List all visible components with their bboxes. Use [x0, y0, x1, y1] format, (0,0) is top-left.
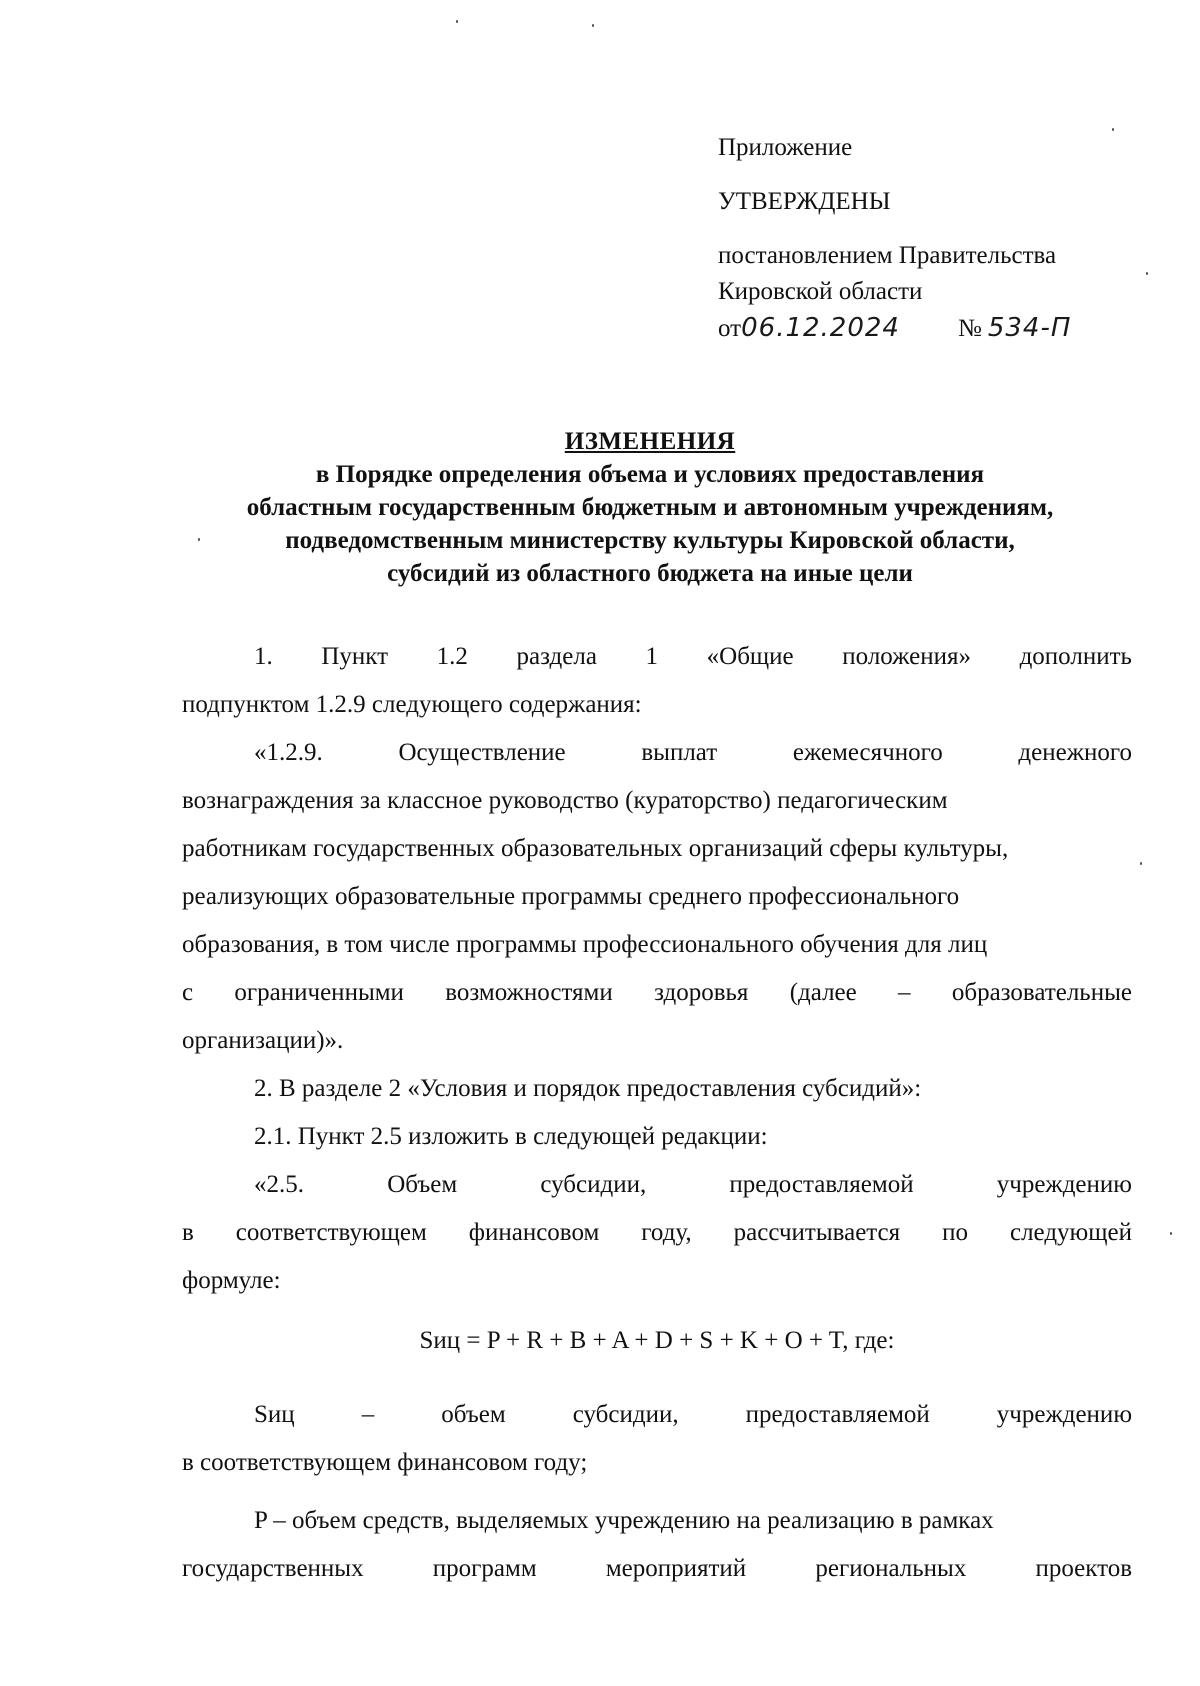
- quote-1-line-5: образования, в том числе программы профессионального обучения для лиц: [182, 931, 988, 958]
- paragraph-2-1: 2.1. Пункт 2.5 изложить в следующей редакции:: [254, 1123, 768, 1150]
- word: «1.2.9.: [254, 739, 323, 766]
- word: предоставляемой: [729, 1171, 914, 1198]
- page-title: ИЗМЕНЕНИЯ: [564, 428, 736, 455]
- word: 1: [645, 643, 659, 670]
- word: в: [182, 1219, 194, 1246]
- formula: Sиц = P + R + B + A + D + S + K + O + T, где:: [419, 1327, 895, 1354]
- word: государственных: [182, 1555, 364, 1582]
- quote-1-line-1: [182, 736, 1132, 770]
- word: –: [361, 1401, 375, 1428]
- quote-1-line-7: организации)».: [182, 1027, 344, 1054]
- scan-speck: [1146, 272, 1148, 275]
- quote-1-line-2: вознаграждения за классное руководство (кураторство) педагогическим: [182, 787, 948, 814]
- definition-2-line-2: [182, 1552, 1132, 1586]
- quote-2-line-3: формуле:: [182, 1267, 281, 1294]
- number-prefix: №: [957, 315, 982, 342]
- word: году,: [641, 1219, 692, 1246]
- word: объем: [441, 1401, 506, 1428]
- approved-label: УТВЕРЖДЕНЫ: [718, 188, 891, 215]
- word: (далее: [789, 979, 857, 1006]
- word: субсидии,: [572, 1401, 679, 1428]
- word: учреждению: [996, 1401, 1132, 1428]
- word: денежного: [1018, 739, 1132, 766]
- word: образовательные: [951, 979, 1132, 1006]
- word: выплат: [641, 739, 718, 766]
- definition-1-line-2: в соответствующем финансовом году;: [182, 1449, 588, 1476]
- word: Sиц: [254, 1401, 295, 1428]
- word: ежемесячного: [792, 739, 943, 766]
- word: возможностями: [445, 979, 613, 1006]
- handwritten-number: 534-П: [987, 313, 1072, 343]
- handwritten-date: 06.12.2024: [741, 313, 900, 343]
- scan-speck: [1170, 1232, 1172, 1235]
- word: 1.2: [436, 643, 468, 670]
- scan-speck: [592, 24, 594, 27]
- word: «Общие: [706, 643, 794, 670]
- word: раздела: [516, 643, 597, 670]
- word: мероприятий: [605, 1555, 747, 1582]
- approval-block: [718, 130, 1138, 347]
- word: региональных: [815, 1555, 967, 1582]
- quote-2-line-1: [182, 1168, 1132, 1202]
- word: программ: [432, 1555, 537, 1582]
- word: 1.: [254, 643, 273, 670]
- word: соответствующем: [235, 1219, 427, 1246]
- word: по: [942, 1219, 968, 1246]
- word: предоставляемой: [745, 1401, 930, 1428]
- decree-line-2: Кировской области: [718, 278, 923, 305]
- paragraph-1-line-2: подпунктом 1.2.9 следующего содержания:: [182, 691, 642, 718]
- word: «2.5.: [254, 1171, 304, 1198]
- word: ограниченными: [234, 979, 404, 1006]
- word: следующей: [1009, 1219, 1132, 1246]
- definition-1-line-1: [182, 1398, 1132, 1432]
- word: с: [182, 979, 194, 1006]
- quote-1-line-4: реализующих образовательные программы среднего профессионального: [182, 883, 960, 910]
- heading-line-3: подведомственным министерству культуры Кировской области,: [285, 527, 1015, 554]
- word: финансовом: [468, 1219, 600, 1246]
- date-prefix: от: [718, 315, 742, 342]
- scan-speck: [456, 20, 458, 23]
- word: рассчитывается: [733, 1219, 901, 1246]
- quote-1-line-6: [182, 976, 1132, 1010]
- definition-2-line-1: P – объем средств, выделяемых учреждению на реализацию в рамках: [254, 1507, 994, 1534]
- word: положения»: [842, 643, 971, 670]
- word: субсидии,: [540, 1171, 647, 1198]
- heading-line-4: субсидий из областного бюджета на иные цели: [387, 560, 913, 587]
- word: дополнить: [1019, 643, 1132, 670]
- decree-line-1: постановлением Правительства: [718, 242, 1057, 269]
- word: проектов: [1035, 1555, 1132, 1582]
- quote-2-line-2: [182, 1216, 1132, 1250]
- word: Осуществление: [398, 739, 566, 766]
- quote-1-line-3: работникам государственных образовательных организаций сферы культуры,: [182, 835, 1009, 862]
- word: –: [898, 979, 911, 1006]
- appendix-label: Приложение: [718, 134, 853, 161]
- paragraph-2: 2. В разделе 2 «Условия и порядок предоставления субсидий»:: [254, 1075, 922, 1102]
- document-heading: [150, 425, 1150, 590]
- decree-date-number-line: [718, 310, 1138, 347]
- heading-line-2: областным государственным бюджетным и автономным учреждениям,: [246, 494, 1054, 521]
- word: Объем: [387, 1171, 458, 1198]
- scan-speck: [1140, 862, 1142, 865]
- heading-line-1: в Порядке определения объема и условиях предоставления: [315, 461, 985, 488]
- word: здоровья: [654, 979, 749, 1006]
- word: учреждению: [996, 1171, 1132, 1198]
- paragraph-1-line-1: [182, 640, 1132, 674]
- word: Пункт: [321, 643, 389, 670]
